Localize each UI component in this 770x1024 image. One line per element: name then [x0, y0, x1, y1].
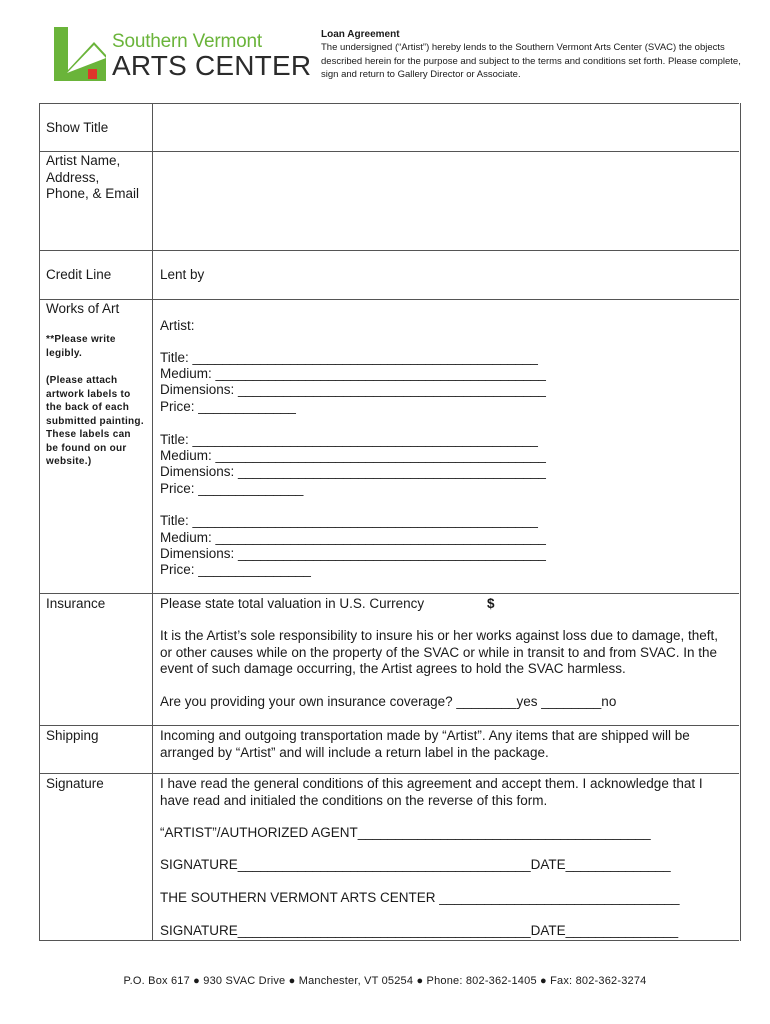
shipping-terms: Incoming and outgoing transportation made by “Artist”. Any items that are shipped will be arranged by “Artist” and will include a return label in the package. [160, 728, 690, 760]
work-2-price-field[interactable]: Price: ______________ [160, 481, 304, 496]
footer-contact: P.O. Box 617 ● 930 SVAC Drive ● Manchester, VT 05254 ● Phone: 802-362-1405 ● Fax: 802-362-3274 [123, 975, 647, 987]
work-3-title-field[interactable]: Title: ______________________________________________ [160, 513, 538, 528]
work-3-medium-field[interactable]: Medium: ____________________________________________ [160, 530, 546, 545]
works-of-art-label: Works of Art [46, 301, 120, 316]
intro-text: The undersigned (“Artist”) hereby lends to the Southern Vermont Arts Center (SVAC) the objects described herein for the purpose and subject to the terms and conditions set forth. Please complete, sign and return to Gallery Director or Associate. [321, 42, 741, 80]
authorized-agent-field[interactable]: “ARTIST”/AUTHORIZED AGENT_______________________________________ [160, 825, 651, 840]
coverage-question[interactable]: Are you providing your own insurance coverage? ________yes ________no [160, 694, 617, 709]
attach-labels-note: (Please attach artwork labels to the back of each submitted painting. These labels can be found on our website.) [46, 375, 144, 467]
insurance-terms: It is the Artist’s sole responsibility to insure his or her works against loss due to damage, theft, or other causes while on the property of the SVAC or while in transit to and from SVAC. In the event of such damage occurring, the Artist agrees to hold the SVAC harmless. [160, 628, 719, 676]
svac-name-field[interactable]: THE SOUTHERN VERMONT ARTS CENTER ________________________________ [160, 890, 680, 905]
logo-text-bottom: ARTS CENTER [112, 50, 312, 81]
work-3-price-field[interactable]: Price: _______________ [160, 562, 311, 577]
table-rule [39, 725, 739, 726]
logo-text-top: Southern Vermont [112, 31, 262, 52]
legibly-note: **Please write legibly. [46, 334, 116, 359]
insurance-label: Insurance [46, 596, 106, 611]
work-1-price-field[interactable]: Price: _____________ [160, 399, 296, 414]
work-2-medium-field[interactable]: Medium: ____________________________________________ [160, 448, 546, 463]
valuation-prompt: Please state total valuation in U.S. Currency [160, 596, 425, 611]
lent-by-field[interactable]: Lent by [160, 267, 205, 282]
table-rule [39, 103, 739, 104]
artist-signature-field[interactable]: SIGNATURE_______________________________________DATE______________ [160, 857, 671, 872]
artist-info-label: Artist Name, Address, Phone, & Email [46, 153, 140, 201]
column-divider [152, 103, 153, 940]
work-1-dimensions-field[interactable]: Dimensions: _________________________________________ [160, 382, 546, 397]
artist-field[interactable]: Artist: [160, 318, 195, 333]
table-rule [39, 773, 739, 774]
table-rule [39, 940, 739, 941]
work-1-medium-field[interactable]: Medium: ____________________________________________ [160, 366, 546, 381]
valuation-field[interactable]: $ [487, 596, 495, 611]
work-2-dimensions-field[interactable]: Dimensions: _________________________________________ [160, 464, 546, 479]
credit-line-label: Credit Line [46, 267, 112, 282]
document-title: Loan Agreement [321, 29, 400, 40]
table-rule [39, 593, 739, 594]
svac-signature-field[interactable]: SIGNATURE_______________________________________DATE_______________ [160, 923, 679, 938]
intro-block [321, 28, 741, 81]
signature-label: Signature [46, 776, 104, 791]
work-2-title-field[interactable]: Title: ______________________________________________ [160, 432, 538, 447]
show-title-label: Show Title [46, 120, 109, 135]
work-3-dimensions-field[interactable]: Dimensions: _________________________________________ [160, 546, 546, 561]
table-rule [39, 151, 739, 152]
table-rule [39, 250, 739, 251]
shipping-label: Shipping [46, 728, 99, 743]
table-rule [39, 299, 739, 300]
work-1-title-field[interactable]: Title: ______________________________________________ [160, 350, 538, 365]
signature-terms: I have read the general conditions of this agreement and accept them. I acknowledge that I have read and initialed the conditions on the reverse of this form. [160, 776, 703, 808]
